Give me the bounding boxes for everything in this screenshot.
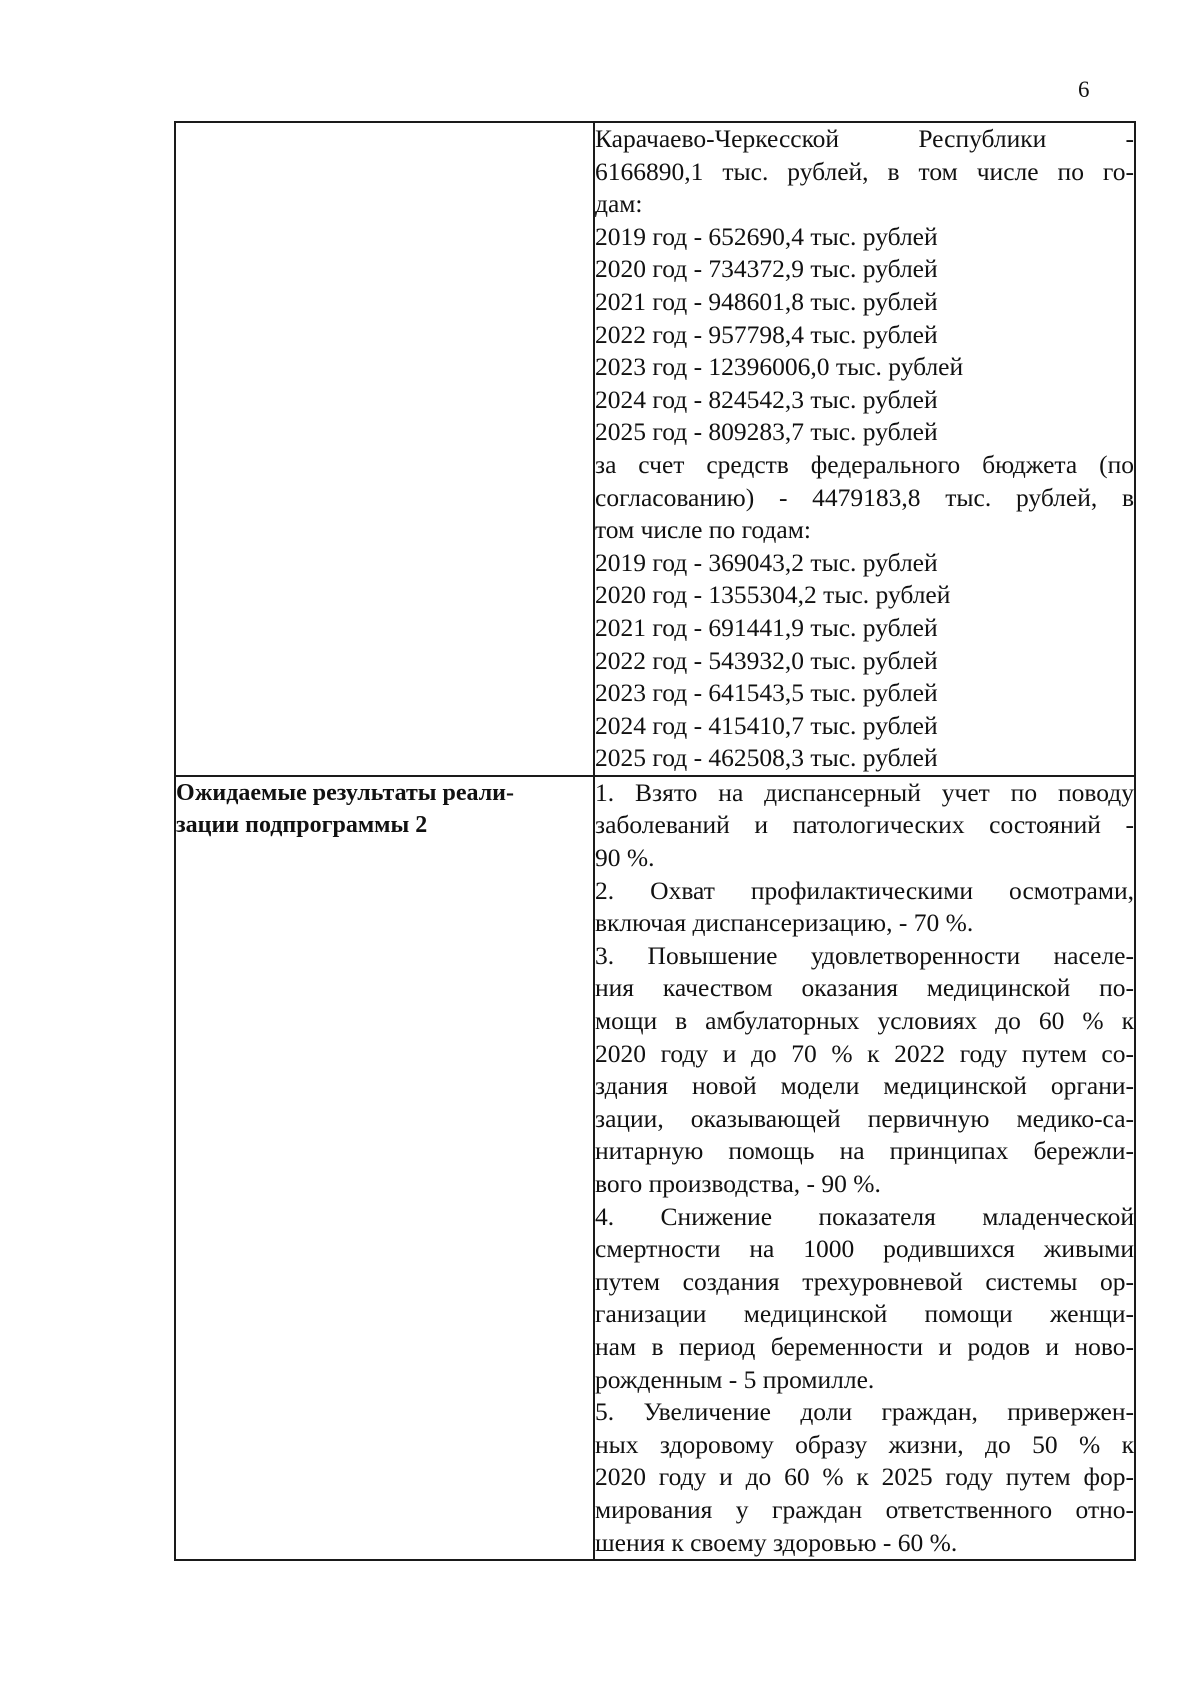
federal-text-line: том числе по годам:: [595, 515, 811, 545]
republic-year-line: 2022 год - 957798,4 тыс. рублей: [595, 319, 938, 349]
funding-row: [175, 122, 1135, 776]
result-line: зации, оказывающей первичную медико-са-: [595, 1103, 1134, 1133]
results-label-line: Ожидаемые результаты реали-: [176, 779, 514, 806]
republic-year-line: 2025 год - 809283,7 тыс. рублей: [595, 417, 938, 447]
result-line: здания новой модели медицинской органи-: [595, 1071, 1134, 1101]
page-number: 6: [1078, 77, 1090, 102]
federal-year-line: 2023 год - 641543,5 тыс. рублей: [595, 678, 938, 708]
funding-text-line: дам:: [595, 189, 643, 219]
result-line: заболеваний и патологических состояний -: [595, 810, 1134, 840]
result-line: ния качеством оказания медицинской по-: [595, 973, 1134, 1003]
results-label-cell: [175, 776, 594, 1560]
federal-year-line: 2020 год - 1355304,2 тыс. рублей: [595, 580, 951, 610]
funding-label-cell: [175, 122, 594, 776]
republic-year-line: 2023 год - 12396006,0 тыс. рублей: [595, 352, 964, 382]
republic-year-line: 2020 год - 734372,9 тыс. рублей: [595, 254, 938, 284]
result-line: 5. Увеличение доли граждан, привержен-: [595, 1397, 1134, 1427]
funding-text-line: 6166890,1 тыс. рублей, в том числе по го-: [595, 156, 1134, 186]
republic-year-line: 2024 год - 824542,3 тыс. рублей: [595, 384, 938, 414]
result-line: рожденным - 5 промилле.: [595, 1364, 875, 1394]
republic-year-line: 2019 год - 652690,4 тыс. рублей: [595, 221, 938, 251]
result-line: 2020 году и до 60 % к 2025 году путем фор-: [595, 1462, 1134, 1492]
result-line: вого производства, - 90 %.: [595, 1169, 881, 1198]
subprogram-table: [174, 121, 1136, 1561]
result-line: мощи в амбулаторных условиях до 60 % к: [595, 1006, 1134, 1036]
federal-text-line: согласованию) - 4479183,8 тыс. рублей, в: [595, 482, 1134, 512]
result-line: 1. Взято на диспансерный учет по поводу: [595, 777, 1134, 807]
result-line: 2020 году и до 70 % к 2022 году путем со-: [595, 1038, 1134, 1068]
republic-year-line: 2021 год - 948601,8 тыс. рублей: [595, 286, 938, 316]
result-line: нитарную помощь на принципах бережли-: [595, 1136, 1134, 1166]
federal-year-line: 2025 год - 462508,3 тыс. рублей: [595, 743, 938, 773]
result-line: ных здоровому образу жизни, до 50 % к: [595, 1429, 1134, 1459]
result-line: 90 %.: [595, 843, 655, 873]
funding-content-cell: [594, 122, 1135, 776]
result-line: мирования у граждан ответственного отно-: [595, 1494, 1134, 1524]
result-line: смертности на 1000 родившихся живыми: [595, 1234, 1134, 1264]
result-line: 4. Снижение показателя младенческой: [595, 1201, 1134, 1231]
result-line: включая диспансеризацию, - 70 %.: [595, 908, 974, 938]
results-label-line: зации подпрограммы 2: [176, 812, 428, 839]
federal-year-line: 2024 год - 415410,7 тыс. рублей: [595, 710, 938, 740]
result-line: 2. Охват профилактическими осмотрами,: [595, 875, 1134, 905]
federal-year-line: 2021 год - 691441,9 тыс. рублей: [595, 612, 938, 642]
result-line: путем создания трехуровневой системы ор-: [595, 1266, 1134, 1296]
results-content-cell: [594, 776, 1135, 1560]
result-line: нам в период беременности и родов и ново-: [595, 1331, 1134, 1361]
funding-text-line: Карачаево-Черкесской Республики -: [595, 124, 1134, 153]
federal-text-line: за счет средств федерального бюджета (по: [595, 449, 1134, 479]
result-line: ганизации медицинской помощи женщи-: [595, 1299, 1134, 1329]
federal-year-line: 2022 год - 543932,0 тыс. рублей: [595, 645, 938, 675]
result-line: 3. Повышение удовлетворенности населе-: [595, 940, 1134, 970]
result-line: шения к своему здоровью - 60 %.: [595, 1527, 958, 1557]
results-row: [175, 776, 1135, 1560]
federal-year-line: 2019 год - 369043,2 тыс. рублей: [595, 547, 938, 577]
